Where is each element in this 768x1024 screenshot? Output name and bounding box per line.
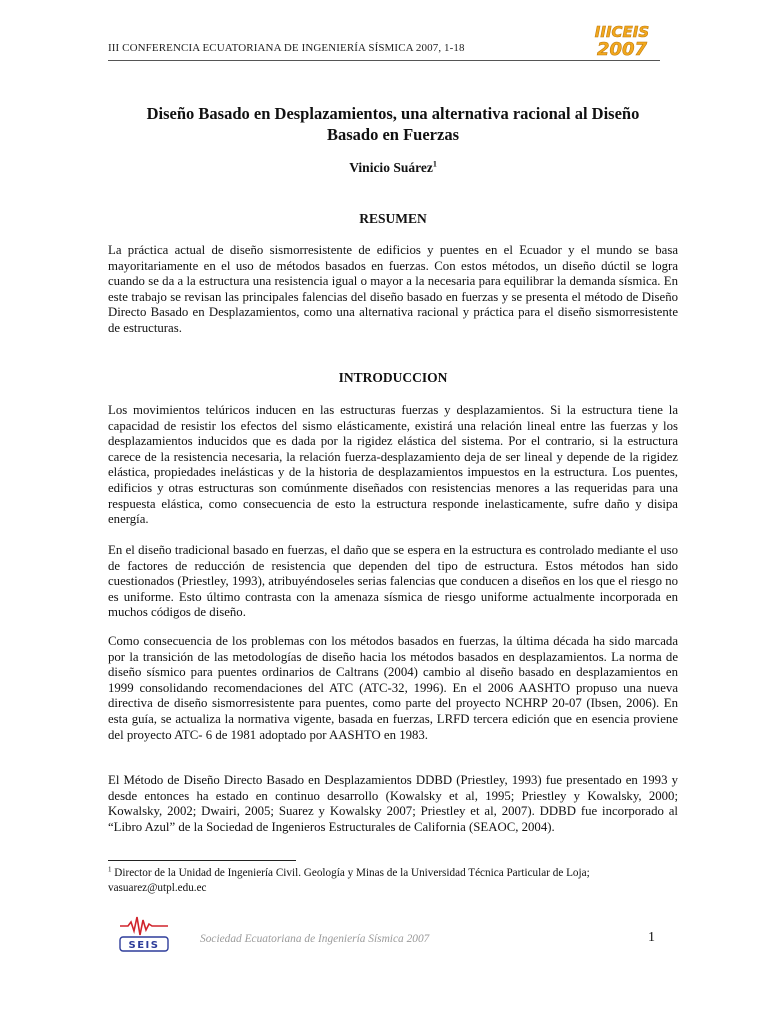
title-line-2: Basado en Fuerzas <box>327 125 459 144</box>
svg-text:SEIS: SEIS <box>128 940 160 951</box>
title-line-1: Diseño Basado en Desplazamientos, una alternativa racional al Diseño <box>146 104 640 123</box>
seismograph-wave-icon <box>120 917 168 935</box>
footer-society-text: Sociedad Ecuatoriana de Ingeniería Sísmica 2007 <box>200 933 430 945</box>
page-number: 1 <box>648 930 655 945</box>
introduction-heading: INTRODUCCION <box>338 370 448 385</box>
paper-title <box>108 103 678 145</box>
svg-text:IIICEIS: IIICEIS <box>594 23 650 41</box>
intro-paragraph: En el diseño tradicional basado en fuerzas, el daño que se espera en la estructura es controlado mediante el uso de factores de reducción de resistencia que dependen del tipo de estructura. Estos métodos han sido cuestionados (Priestley, 1993), atribuyéndoseles serias falencias que conducen a diseños en los que el riesgo no es uniforme. Esto último contrasta con la amenaza sísmica de riesgo uniforme actualmente incorporada en muchos códigos de diseño. <box>108 543 678 620</box>
intro-paragraph: Los movimientos telúricos inducen en las estructuras fuerzas y desplazamientos. Si la estructura tiene la capacidad de resistir los efectos del sismo elásticamente, existirá una relación lineal entre las fuerzas y los desplazamientos inducidos que es dada por la rigidez elástica del sistema. Por el contrario, si la estructura carece de la resistencia necesaria, la relación fuerza-desplazamiento deja de ser lineal y depende de la rigidez elástica, propiedades inelásticas y de la historia de desplazamientos impuestos en la estructura. Los puentes, edificios y otras estructuras son comúnmente diseñados con resistencias menores a las requeridas para una respuesta elástica, como consecuencia de esto la estructura responde inelasticamente, sufre daño y disipa energía. <box>108 403 678 527</box>
svg-text:2007: 2007 <box>596 39 648 58</box>
footnote-text: Director de la Unidad de Ingeniería Civil. Geología y Minas de la Universidad Técnica Particular de Loja; vasuarez@utpl.edu.ec <box>108 867 590 894</box>
footnote <box>108 866 678 895</box>
abstract-heading: RESUMEN <box>359 211 427 226</box>
author-name: Vinicio Suárez <box>349 160 433 175</box>
abstract-text: La práctica actual de diseño sismorresistente de edificios y puentes en el Ecuador y el mundo se basa mayoritariamente en el uso de métodos basados en fuerzas. Con estos métodos, un diseño dúctil se logra cuando se da a la estructura una resistencia igual o mayor a la necesaria para equilibrar la demanda sísmica. En este trabajo se revisan las principales falencias del diseño basado en fuerzas y se presenta el método de Diseño Directo Basado en Desplazamientos, como una alternativa racional y práctica para el diseño sismorresistente de estructuras. <box>108 243 678 335</box>
author <box>108 160 678 176</box>
seis-logo <box>118 912 170 954</box>
author-footnote-marker: 1 <box>432 159 437 169</box>
header-rule <box>108 60 660 61</box>
conference-logo <box>584 22 660 58</box>
running-header: III CONFERENCIA ECUATORIANA DE INGENIERÍA SÍSMICA 2007, 1-18 <box>108 42 465 54</box>
footnote-marker: 1 <box>108 865 112 874</box>
intro-paragraph: Como consecuencia de los problemas con los métodos basados en fuerzas, la última década ha sido marcada por la transición de las metodologías de diseño hacia los métodos basados en desplazamientos. La norma de diseño sísmico para puentes ordinarios de Caltrans (2004) cambio al diseño basado en desplazamientos en 1999 consolidando recomendaciones del ATC (ATC-32, 1996). En el 2006 AASHTO propuso una nueva directiva de diseño sismorresistente para puentes, como parte del proyecto NCHRP 20-07 (Ibsen, 2006). En esta guía, se actualiza la normativa vigente, basada en fuerzas, LRFD tercera edición que en esencia proviene del proyecto ATC- 6 de 1981 adoptado por AASHTO en 1983. <box>108 634 678 742</box>
footnote-rule <box>108 860 296 861</box>
intro-paragraph: El Método de Diseño Directo Basado en Desplazamientos DDBD (Priestley, 1993) fue presentado en 1993 y desde entonces ha estado en continuo desarrollo (Kowalsky et al, 1995; Priestley y Kowalsky, 2000; Kowalsky, 2002; Dwairi, 2005; Suarez y Kowalsky 2007; Priestley et al, 2007). DDBD fue incorporado al “Libro Azul” de la Sociedad de Ingenieros Estructurales de California (SEAOC, 2004). <box>108 773 678 834</box>
